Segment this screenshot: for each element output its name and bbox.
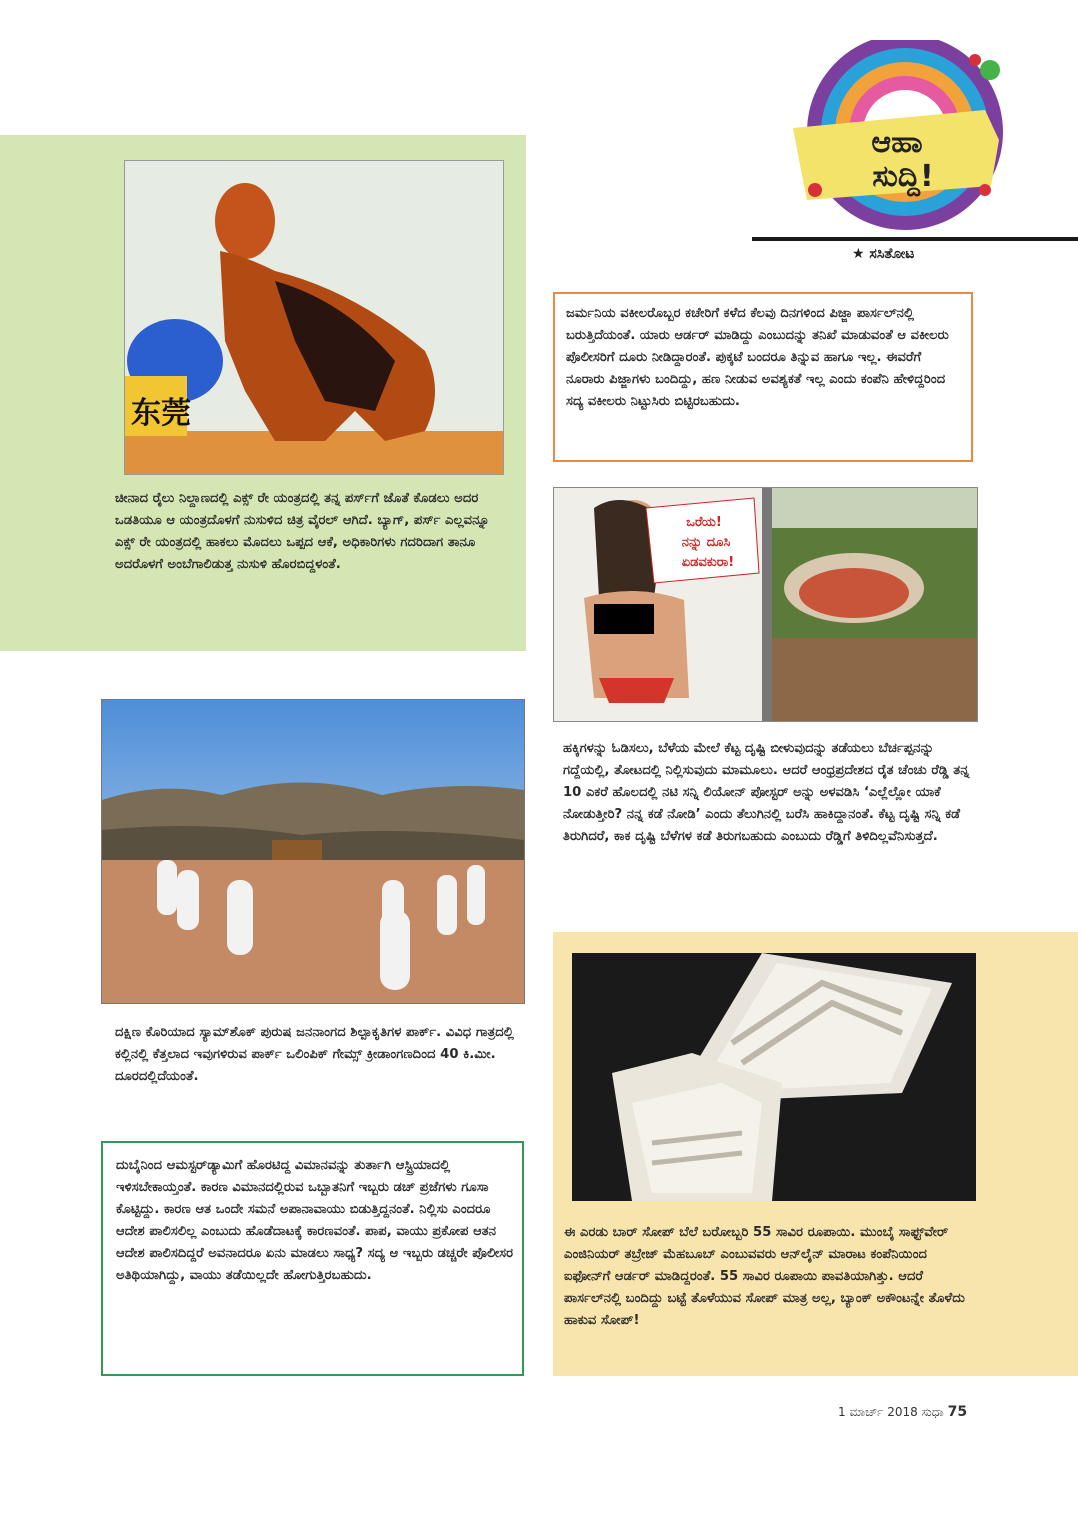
soap-story-text: ಈ ಎರಡು ಬಾರ್ ಸೋಪ್ ಬೆಲೆ ಬರೋಬ್ಬರಿ 55 ಸಾವಿರ ರೂಪಾಯಿ. ಮುಂಬೈ ಸಾಫ್ಟ್‌ವೇರ್ ಎಂಜಿನಿಯರ್ ತಬ್ರೇಜ್ ಮೆಹಬೂಬ್ ಎಂಬುವವರು ಆನ್‌ಲೈನ್ ಮಾರಾಟ ಕಂಪೆನಿಯಿಂದ ಐಫೋನ್‌ಗೆ ಆರ್ಡರ್ ಮಾಡಿದ್ದರಂತೆ. 55 ಸಾವಿರ ರೂಪಾಯಿ ಪಾವತಿಯಾಗಿತ್ತು. ಆದರೆ ಪಾರ್ಸಲ್‌ನಲ್ಲಿ ಬಂದಿದ್ದು ಬಟ್ಟೆ ತೊಳೆಯುವ ಸೋಪ್ ಮಾತ್ರ ಅಲ್ಲ, ಬ್ಯಾಂಕ್ ಅಕೌಂಟನ್ನೇ ತೊಳೆದು ಹಾಕುವ ಸೋಪ್! [564,1225,965,1328]
page-number: 75 [947,1404,968,1420]
xray-story-text: ಚೀನಾದ ರೈಲು ನಿಲ್ದಾಣದಲ್ಲಿ ಎಕ್ಸ್ ರೇ ಯಂತ್ರದಲ್ಲಿ ತನ್ನ ಪರ್ಸ್‌ಗೆ ಜೊತೆ ಕೊಡಲು ಅದರ ಒಡತಿಯೂ ಆ ಯಂತ್ರದೊಳಗೆ ನುಸುಳಿದ ಚಿತ್ರ ವೈರಲ್ ಆಗಿದೆ. ಬ್ಯಾಗ್, ಪರ್ಸ್ ಎಲ್ಲವನ್ನೂ ಎಕ್ಸ್ ರೇ ಯಂತ್ರದಲ್ಲಿ ಹಾಕಲು ಮೊದಲು ಒಪ್ಪದ ಆಕೆ, ಅಧಿಕಾರಿಗಳು ಗದರಿದಾಗ ತಾನೂ ಅದರೊಳಗೆ ಅಂಬೆಗಾಲಿಡುತ್ತ ನುಸುಳಿ ಹೊರಬಿದ್ದಳಂತೆ. [115,491,490,572]
aha-suddi-logo [785,40,1015,240]
sculpture-park-photo [101,699,525,1004]
logo-line2: ಸುದ್ದಿ! [872,159,934,194]
header-rule [752,237,1078,241]
poster-sign-line1: ಒರೆಯ! [686,515,722,530]
xray-chinese-caption: 东莞 [131,396,191,431]
xray-photo [124,160,504,475]
flight-story-text: ದುಬೈನಿಂದ ಆಮಸ್ಟರ್‌ಡ್ಯಾಮಿಗೆ ಹೊರಟಿದ್ದ ವಿಮಾನವನ್ನು ತುರ್ತಾಗಿ ಆಸ್ಟ್ರಿಯಾದಲ್ಲಿ ಇಳಿಸಬೇಕಾಯ್ತಂತೆ. ಕಾರಣ ವಿಮಾನದಲ್ಲಿರುವ ಒಬ್ಬಾತನಿಗೆ ಇಬ್ಬರು ಡಚ್ ಪ್ರಜೆಗಳು ಗೂಸಾ ಕೊಟ್ಟಿದ್ದು. ಕಾರಣ ಆತ ಒಂದೇ ಸಮನೆ ಅಪಾನಾವಾಯು ಬಿಡುತ್ತಿದ್ದನಂತೆ. ನಿಲ್ಲಿಸು ಎಂದರೂ ಆದೇಶ ಪಾಲಿಸಲಿಲ್ಲ ಎಂಬುದು ಹೊಡೆದಾಟಕ್ಕೆ ಕಾರಣವಂತೆ. ಪಾಪ, ವಾಯು ಪ್ರಕೋಪ ಆತನ ಆದೇಶ ಪಾಲಿಸದಿದ್ದರೆ ಅವನಾದರೂ ಏನು ಮಾಡಲು ಸಾಧ್ಯ? ಸದ್ಯ ಆ ಇಬ್ಬರು ಡಚ್ಚರೇ ಪೊಲೀಸರ ಅತಿಥಿಯಾಗಿದ್ದು, ವಾಯು ತಡೆಯಿಲ್ಲದೇ ಹೋಗುತ್ತಿರಬಹುದು. [116,1158,514,1283]
poster-story-text: ಹಕ್ಕಿಗಳನ್ನು ಓಡಿಸಲು, ಬೆಳೆಯ ಮೇಲೆ ಕೆಟ್ಟ ದೃಷ್ಟಿ ಬೀಳುವುದನ್ನು ತಡೆಯಲು ಬೆರ್ಚಪ್ಪನನ್ನು ಗದ್ದೆಯಲ್ಲಿ, ತೋಟದಲ್ಲಿ ನಿಲ್ಲಿಸುವುದು ಮಾಮೂಲು. ಆದರೆ ಆಂಧ್ರಪ್ರದೇಶದ ರೈತ ಚೆಂಚು ರೆಡ್ಡಿ ತನ್ನ 10 ಎಕರೆ ಹೊಲದಲ್ಲಿ ನಟಿ ಸನ್ನಿ ಲಿಯೋನ್ ಪೋಸ್ಟರ್ ಅನ್ನು ಅಳವಡಿಸಿ ‘ಎಲ್ಲೆಲ್ಲೋ ಯಾಕೆ ನೋಡುತ್ತೀರಿ? ನನ್ನ ಕಡೆ ನೋಡಿ’ ಎಂದು ತೆಲುಗಿನಲ್ಲಿ ಬರೆಸಿ ಹಾಕಿದ್ದಾನಂತೆ. ಕೆಟ್ಟ ದೃಷ್ಟಿ ಸನ್ನಿ ಕಡೆ ತಿರುಗಿದರೆ, ಕಾಕ ದೃಷ್ಟಿ ಬೆಳೆಗಳ ಕಡೆ ತಿರುಗಬಹುದು ಎಂಬುದು ರೆಡ್ಡಿಗೆ ತಿಳಿದಿಲ್ಲವೆನಿಸುತ್ತದೆ. [563,741,970,844]
page-footer [838,1404,967,1420]
poster-sign-line2: ನನ್ನು ದೂಸಿ [681,535,731,550]
park-story-text: ದಕ್ಷಿಣ ಕೊರಿಯಾದ ಸ್ಯಾಮ್‌ಶೊಕ್ ಪುರುಷ ಜನನಾಂಗದ ಶಿಲ್ಪಾಕೃತಿಗಳ ಪಾರ್ಕ್. ವಿವಿಧ ಗಾತ್ರದಲ್ಲಿ ಕಲ್ಲಿನಲ್ಲಿ ಕೆತ್ತಲಾದ ಇವುಗಳಿರುವ ಪಾರ್ಕ್ ಒಲಿಂಪಿಕ್ ಗೇಮ್ಸ್ ಕ್ರೀಡಾಂಗಣದಿಂದ 40 ಕಿ.ಮೀ. ದೂರದಲ್ಲಿದೆಯಂತೆ. [115,1025,514,1084]
pizza-story-text: ಜರ್ಮನಿಯ ವಕೀಲರೊಬ್ಬರ ಕಚೇರಿಗೆ ಕಳೆದ ಕೆಲವು ದಿನಗಳಿಂದ ಪಿಜ್ಜಾ ಪಾರ್ಸಲ್‌ನಲ್ಲಿ ಬರುತ್ತಿದೆಯಂತೆ. ಯಾರು ಆರ್ಡರ್ ಮಾಡಿದ್ದು ಎಂಬುದನ್ನು ತನಿಖೆ ಮಾಡುವಂತೆ ಆ ವಕೀಲರು ಪೊಲೀಸರಿಗೆ ದೂರು ನೀಡಿದ್ದಾರಂತೆ. ಪುಕ್ಕಟೆ ಬಂದರೂ ತಿನ್ನುವ ಹಾಗೂ ಇಲ್ಲ. ಈವರೆಗೆ ನೂರಾರು ಪಿಜ್ಜಾಗಳು ಬಂದಿದ್ದು, ಹಣ ನೀಡುವ ಅವಶ್ಯಕತೆ ಇಲ್ಲ ಎಂದು ಕಂಪೆನಿ ಹೇಳಿದ್ದರಿಂದ ಸದ್ಯ ವಕೀಲರು ನಿಟ್ಟುಸಿರು ಬಿಟ್ಟಿರಬಹುದು. [566,306,949,409]
poster-sign-line3: ಏಡವಕುರಾ! [681,555,735,570]
logo-line1: ಆಹಾ [871,125,923,160]
soap-photo [572,953,976,1201]
poster-photo [553,487,978,722]
byline: ★ ಸಸಿತೋಟ [852,246,915,262]
issue-date: 1 ಮಾರ್ಚ್ 2018 ಸುಧಾ [838,1405,944,1419]
